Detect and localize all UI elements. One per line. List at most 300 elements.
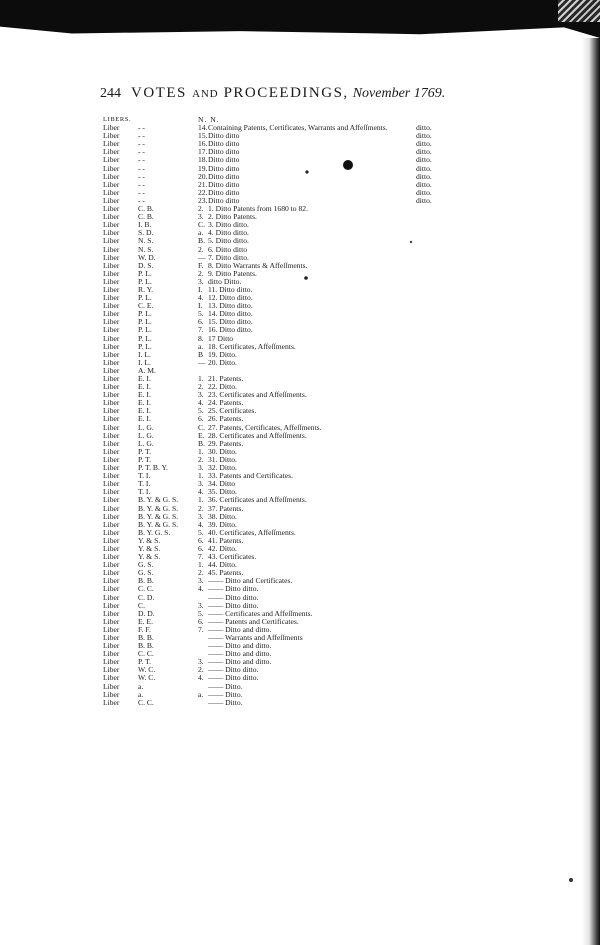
row-description: Containing Patents, Certificates, Warrants and Affeſſments. bbox=[208, 123, 388, 133]
liber-label: Liber bbox=[103, 576, 120, 586]
row-description: 32. Ditto. bbox=[208, 463, 237, 473]
row-description: Ditto ditto bbox=[208, 139, 240, 149]
table-row bbox=[103, 561, 483, 569]
row-description: 43. Certificates. bbox=[208, 552, 257, 562]
row-number: 6. bbox=[198, 535, 204, 545]
liber-label: Liber bbox=[103, 398, 120, 408]
page-number: 244 bbox=[100, 86, 121, 101]
liber-mark: - - bbox=[138, 123, 145, 133]
liber-column-header: LIBERS. bbox=[103, 116, 132, 123]
row-description: Ditto ditto bbox=[208, 179, 240, 189]
row-description: 30. Ditto. bbox=[208, 446, 237, 456]
liber-mark: B. B. bbox=[138, 641, 154, 651]
row-description: 11. Ditto ditto. bbox=[208, 284, 253, 294]
liber-label: Liber bbox=[103, 349, 120, 359]
liber-label: Liber bbox=[103, 657, 120, 667]
liber-mark: a. bbox=[138, 681, 144, 691]
liber-mark: Y. & S. bbox=[138, 552, 161, 562]
row-description: —— Ditto ditto. bbox=[208, 673, 259, 683]
liber-mark: T. I. bbox=[138, 479, 151, 489]
liber-mark: C. C. bbox=[138, 649, 154, 659]
row-number: 2. bbox=[198, 454, 204, 464]
row-description: 34. Ditto bbox=[208, 479, 236, 489]
liber-label: Liber bbox=[103, 309, 120, 319]
liber-mark: B. Y. & G. S. bbox=[138, 519, 179, 529]
table-row bbox=[103, 221, 483, 229]
liber-mark: - - bbox=[138, 171, 145, 181]
liber-mark: - - bbox=[138, 163, 145, 173]
row-number: C. bbox=[198, 422, 205, 432]
table-row bbox=[103, 213, 483, 221]
row-number: 14. bbox=[198, 123, 208, 133]
liber-mark: C. B. bbox=[138, 212, 154, 222]
row-number: 3. bbox=[198, 463, 204, 473]
row-number: 1. bbox=[198, 495, 204, 505]
table-row bbox=[103, 246, 483, 254]
row-description: 17 Ditto bbox=[208, 333, 234, 343]
liber-label: Liber bbox=[103, 268, 120, 278]
table-row bbox=[103, 658, 483, 666]
table-row bbox=[103, 691, 483, 699]
row-description: 1. Ditto Patents from 1680 to 82. bbox=[208, 204, 308, 214]
row-number: C. bbox=[198, 220, 205, 230]
row-description: 44. Ditto. bbox=[208, 560, 237, 570]
row-description: 23. Certificates and Affeſſments. bbox=[208, 390, 307, 400]
row-description: 27. Patents, Certificates, Affeſſments. bbox=[208, 422, 322, 432]
row-number: 3. bbox=[198, 511, 204, 521]
liber-label: Liber bbox=[103, 382, 120, 392]
liber-label: Liber bbox=[103, 293, 120, 303]
table-row bbox=[103, 683, 483, 691]
row-description: —— Patents and Certificates. bbox=[208, 616, 299, 626]
page-date: November 1769. bbox=[352, 86, 446, 101]
liber-mark: S. D. bbox=[138, 228, 154, 238]
liber-label: Liber bbox=[103, 260, 120, 270]
row-number: 6. bbox=[198, 414, 204, 424]
liber-mark: - - bbox=[138, 187, 145, 197]
liber-mark: C. D. bbox=[138, 592, 155, 602]
liber-mark: P. L. bbox=[138, 309, 152, 319]
row-description: 40. Certificates, Affeſſments. bbox=[208, 527, 296, 537]
liber-mark: G. S. bbox=[138, 568, 154, 578]
table-row bbox=[103, 537, 483, 545]
page-header bbox=[100, 84, 500, 102]
row-number: 3. bbox=[198, 657, 204, 667]
row-description: —— Ditto and Certificates. bbox=[208, 576, 293, 586]
row-description: 7. Ditto ditto. bbox=[208, 252, 249, 262]
liber-label: Liber bbox=[103, 665, 120, 675]
row-number: 5. bbox=[198, 527, 204, 537]
liber-label: Liber bbox=[103, 608, 120, 618]
row-description: 14. Ditto ditto. bbox=[208, 309, 253, 319]
liber-label: Liber bbox=[103, 495, 120, 505]
row-description: Ditto ditto bbox=[208, 187, 240, 197]
row-number: 23. bbox=[198, 195, 208, 205]
nn-column-header: N. N. bbox=[198, 115, 220, 124]
liber-mark: - - bbox=[138, 155, 145, 165]
table-row bbox=[103, 407, 483, 415]
row-description: Ditto ditto bbox=[208, 171, 240, 181]
liber-mark: Y. & S. bbox=[138, 543, 161, 553]
row-number: 18. bbox=[198, 155, 208, 165]
row-description: 6. Ditto ditto bbox=[208, 244, 248, 254]
liber-label: Liber bbox=[103, 325, 120, 335]
row-number: 7. bbox=[198, 552, 204, 562]
liber-label: Liber bbox=[103, 535, 120, 545]
row-number: 1. bbox=[198, 446, 204, 456]
row-number: 2. bbox=[198, 204, 204, 214]
row-number: 15. bbox=[198, 131, 208, 141]
table-row bbox=[103, 553, 483, 561]
table-row bbox=[103, 351, 483, 359]
liber-label: Liber bbox=[103, 163, 120, 173]
liber-label: Liber bbox=[103, 220, 120, 230]
liber-mark: E. I. bbox=[138, 414, 151, 424]
row-number: 6. bbox=[198, 616, 204, 626]
liber-mark: E. I. bbox=[138, 374, 151, 383]
liber-label: Liber bbox=[103, 633, 120, 642]
table-row bbox=[103, 618, 483, 626]
row-number: 1. bbox=[198, 374, 204, 383]
liber-label: Liber bbox=[103, 139, 120, 149]
liber-label: Liber bbox=[103, 673, 120, 683]
row-description: 41. Patents. bbox=[208, 535, 244, 545]
table-row bbox=[103, 270, 483, 278]
liber-mark: C. bbox=[138, 600, 145, 610]
liber-label: Liber bbox=[103, 511, 120, 521]
row-number: 3. bbox=[198, 276, 204, 286]
row-number: 4. bbox=[198, 673, 204, 683]
row-description: Ditto ditto bbox=[208, 131, 240, 141]
title-part-2: PROCEEDINGS, bbox=[218, 85, 349, 101]
row-description: 16. Ditto ditto. bbox=[208, 325, 253, 335]
liber-label: Liber bbox=[103, 406, 120, 416]
row-number: 7. bbox=[198, 325, 204, 335]
liber-label: Liber bbox=[103, 228, 120, 238]
liber-label: Liber bbox=[103, 487, 120, 497]
table-row bbox=[103, 294, 483, 302]
row-description: Ditto ditto bbox=[208, 195, 240, 205]
row-description: —— Certificates and Affeſſments. bbox=[208, 608, 313, 618]
liber-mark: T. I. bbox=[138, 471, 151, 481]
liber-label: Liber bbox=[103, 414, 120, 424]
liber-mark: P. L. bbox=[138, 341, 152, 351]
liber-mark: N. S. bbox=[138, 236, 154, 246]
row-number: 8. bbox=[198, 333, 204, 343]
liber-mark: E. I. bbox=[138, 390, 151, 400]
row-number: 5. bbox=[198, 608, 204, 618]
row-description: 33. Patents and Certificates. bbox=[208, 471, 293, 481]
liber-label: Liber bbox=[103, 284, 120, 294]
row-description: 18. Certificates, Affeſſments. bbox=[208, 341, 296, 351]
row-description: 8. Ditto Warrants & Affeſſments. bbox=[208, 260, 308, 270]
row-extra: ditto. bbox=[416, 163, 432, 173]
liber-mark: E. I. bbox=[138, 382, 151, 392]
row-number: 3. bbox=[198, 390, 204, 400]
liber-mark: C. E. bbox=[138, 301, 154, 311]
row-description: 36. Certificates and Affeſſments. bbox=[208, 495, 307, 505]
row-number: — bbox=[198, 357, 206, 367]
row-number: 4. bbox=[198, 519, 204, 529]
liber-mark: R. Y. bbox=[138, 284, 153, 294]
row-number: 2. bbox=[198, 244, 204, 254]
row-number: a. bbox=[198, 689, 204, 699]
title-small: AND bbox=[192, 88, 219, 100]
row-number: 20. bbox=[198, 171, 208, 181]
scan-right-edge bbox=[582, 38, 600, 945]
row-number: a. bbox=[198, 228, 204, 238]
liber-mark: P. L. bbox=[138, 325, 152, 335]
row-description: 37. Patents. bbox=[208, 503, 244, 513]
row-number: 3. bbox=[198, 576, 204, 586]
table-row bbox=[103, 634, 483, 642]
row-description: Ditto ditto bbox=[208, 147, 240, 157]
table-row bbox=[103, 577, 483, 585]
row-description: 15. Ditto ditto. bbox=[208, 317, 253, 327]
row-number: 17. bbox=[198, 147, 208, 157]
liber-label: Liber bbox=[103, 179, 120, 189]
liber-mark: G. S. bbox=[138, 560, 154, 570]
liber-label: Liber bbox=[103, 236, 120, 246]
row-extra: ditto. bbox=[416, 147, 432, 157]
liber-label: Liber bbox=[103, 195, 120, 205]
liber-mark: C. C. bbox=[138, 697, 154, 707]
row-extra: ditto. bbox=[416, 139, 432, 149]
liber-label: Liber bbox=[103, 471, 120, 481]
row-description: 9. Ditto Patents. bbox=[208, 268, 257, 278]
row-number: 19. bbox=[198, 163, 208, 173]
liber-mark: - - bbox=[138, 131, 145, 141]
table-row bbox=[103, 229, 483, 237]
liber-mark: B. Y. G. S. bbox=[138, 527, 171, 537]
liber-mark: Y. & S. bbox=[138, 535, 161, 545]
table-row bbox=[103, 367, 483, 375]
row-number: — bbox=[198, 252, 206, 262]
liber-label: Liber bbox=[103, 187, 120, 197]
liber-label: Liber bbox=[103, 171, 120, 181]
liber-label: Liber bbox=[103, 689, 120, 699]
liber-label: Liber bbox=[103, 123, 120, 133]
liber-label: Liber bbox=[103, 244, 120, 254]
liber-mark: - - bbox=[138, 139, 145, 149]
row-description: —— Ditto and ditto. bbox=[208, 657, 272, 667]
row-description: Ditto ditto bbox=[208, 155, 240, 165]
table-row bbox=[103, 674, 483, 682]
table-row bbox=[103, 594, 483, 602]
table-row bbox=[103, 343, 483, 351]
liber-mark: a. bbox=[138, 689, 144, 699]
liber-label: Liber bbox=[103, 390, 120, 400]
liber-label: Liber bbox=[103, 204, 120, 214]
table-row bbox=[103, 464, 483, 472]
table-row bbox=[103, 585, 483, 593]
title-part-1: VOTES bbox=[131, 85, 193, 101]
row-description: ditto Ditto. bbox=[208, 276, 242, 286]
row-number: F. bbox=[198, 260, 204, 270]
liber-label: Liber bbox=[103, 600, 120, 610]
liber-mark: W. C. bbox=[138, 673, 156, 683]
liber-label: Liber bbox=[103, 592, 120, 602]
liber-label: Liber bbox=[103, 374, 120, 383]
row-description: —— Ditto ditto. bbox=[208, 584, 259, 594]
row-number: B. bbox=[198, 438, 205, 448]
row-number: 16. bbox=[198, 139, 208, 149]
liber-mark: W. C. bbox=[138, 665, 156, 675]
liber-label: Liber bbox=[103, 333, 120, 343]
liber-label: Liber bbox=[103, 479, 120, 489]
liber-label: Liber bbox=[103, 212, 120, 222]
row-description: 28. Certificates and Affeſſments. bbox=[208, 430, 307, 440]
liber-label: Liber bbox=[103, 527, 120, 537]
row-description: —— Ditto and ditto. bbox=[208, 641, 272, 651]
row-number: 2. bbox=[198, 503, 204, 513]
row-description: —— Ditto. bbox=[208, 697, 243, 707]
liber-label: Liber bbox=[103, 131, 120, 141]
liber-label: Liber bbox=[103, 422, 120, 432]
liber-mark: I. L. bbox=[138, 349, 151, 359]
table-row bbox=[103, 480, 483, 488]
row-extra: ditto. bbox=[416, 195, 432, 205]
row-description: —— Ditto and ditto. bbox=[208, 649, 272, 659]
row-description: 35. Ditto. bbox=[208, 487, 237, 497]
row-extra: ditto. bbox=[416, 123, 432, 133]
liber-label: Liber bbox=[103, 276, 120, 286]
liber-mark: P. T. bbox=[138, 454, 152, 464]
liber-mark: P. L. bbox=[138, 276, 152, 286]
liber-label: Liber bbox=[103, 454, 120, 464]
liber-label: Liber bbox=[103, 446, 120, 456]
liber-mark: B. Y. & G. S. bbox=[138, 503, 179, 513]
row-description: 31. Ditto. bbox=[208, 454, 237, 464]
liber-mark: P. T. B. Y. bbox=[138, 463, 168, 473]
row-description: 22. Ditto. bbox=[208, 382, 237, 392]
liber-label: Liber bbox=[103, 357, 120, 367]
liber-mark: L. G. bbox=[138, 438, 154, 448]
liber-mark: - - bbox=[138, 147, 145, 157]
row-number: 1. bbox=[198, 560, 204, 570]
liber-label: Liber bbox=[103, 568, 120, 578]
liber-mark: P. L. bbox=[138, 268, 152, 278]
liber-mark: L. G. bbox=[138, 430, 154, 440]
table-row bbox=[103, 262, 483, 270]
page-title bbox=[131, 85, 349, 101]
row-extra: ditto. bbox=[416, 131, 432, 141]
table-row bbox=[103, 391, 483, 399]
row-number: 2. bbox=[198, 268, 204, 278]
table-row bbox=[103, 302, 483, 310]
row-extra: ditto. bbox=[416, 171, 432, 181]
table-row bbox=[103, 318, 483, 326]
table-row bbox=[103, 545, 483, 553]
row-number: I. bbox=[198, 301, 203, 311]
row-extra: ditto. bbox=[416, 155, 432, 165]
liber-mark: W. D. bbox=[138, 252, 156, 262]
liber-mark: - - bbox=[138, 195, 145, 205]
row-number: 4. bbox=[198, 487, 204, 497]
table-row bbox=[103, 375, 483, 383]
liber-mark: E. E. bbox=[138, 616, 153, 626]
liber-label: Liber bbox=[103, 649, 120, 659]
row-description: 39. Ditto. bbox=[208, 519, 237, 529]
row-number: 1. bbox=[198, 471, 204, 481]
liber-label: Liber bbox=[103, 560, 120, 570]
row-description: 45. Patents. bbox=[208, 568, 244, 578]
row-description: —— Ditto ditto. bbox=[208, 600, 259, 610]
table-row bbox=[103, 237, 483, 245]
row-number: 2. bbox=[198, 568, 204, 578]
row-extra: ditto. bbox=[416, 187, 432, 197]
liber-mark: L. G. bbox=[138, 422, 154, 432]
row-description: Ditto ditto bbox=[208, 163, 240, 173]
liber-mark: P. T. bbox=[138, 657, 152, 667]
table-row bbox=[103, 440, 483, 448]
liber-mark: P. L. bbox=[138, 293, 152, 303]
row-number: 7. bbox=[198, 624, 204, 634]
liber-label: Liber bbox=[103, 317, 120, 327]
row-number: 6. bbox=[198, 543, 204, 553]
liber-mark: P. L. bbox=[138, 333, 152, 343]
row-description: 3. Ditto ditto. bbox=[208, 220, 249, 230]
row-extra: ditto. bbox=[416, 179, 432, 189]
row-description: 21. Patents. bbox=[208, 374, 244, 383]
row-description: 2. Ditto Patents. bbox=[208, 212, 257, 222]
table-row bbox=[103, 472, 483, 480]
liber-mark: F. F. bbox=[138, 624, 151, 634]
row-description: 19. Ditto. bbox=[208, 349, 237, 359]
liber-mark: B. B. bbox=[138, 576, 154, 586]
liber-label: Liber bbox=[103, 503, 120, 513]
row-description: —— Ditto and ditto. bbox=[208, 624, 272, 634]
row-number: 3. bbox=[198, 479, 204, 489]
liber-label: Liber bbox=[103, 301, 120, 311]
liber-label: Liber bbox=[103, 697, 120, 707]
liber-mark: C. B. bbox=[138, 204, 154, 214]
liber-label: Liber bbox=[103, 519, 120, 529]
row-description: 26. Patents. bbox=[208, 414, 244, 424]
row-description: —— Ditto ditto. bbox=[208, 592, 259, 602]
liber-label: Liber bbox=[103, 584, 120, 594]
liber-mark: B. Y. & G. S. bbox=[138, 495, 179, 505]
table-row bbox=[103, 666, 483, 674]
row-number: 2. bbox=[198, 665, 204, 675]
liber-label: Liber bbox=[103, 252, 120, 262]
row-number: 4. bbox=[198, 584, 204, 594]
liber-mark: E. I. bbox=[138, 398, 151, 408]
row-number: a. bbox=[198, 341, 204, 351]
table-row bbox=[103, 642, 483, 650]
liber-mark: C. C. bbox=[138, 584, 154, 594]
row-description: 24. Patents. bbox=[208, 398, 244, 408]
liber-label: Liber bbox=[103, 463, 120, 473]
row-description: 4. Ditto ditto. bbox=[208, 228, 249, 238]
table-row bbox=[103, 569, 483, 577]
row-number: I. bbox=[198, 284, 203, 294]
row-number: 5. bbox=[198, 309, 204, 319]
table-row bbox=[103, 432, 483, 440]
scan-corner-pattern bbox=[558, 0, 600, 22]
table-row bbox=[103, 529, 483, 537]
liber-label: Liber bbox=[103, 341, 120, 351]
table-row bbox=[103, 699, 483, 707]
row-description: 38. Ditto. bbox=[208, 511, 237, 521]
liber-mark: - - bbox=[138, 179, 145, 189]
liber-mark: E. I. bbox=[138, 406, 151, 416]
table-row bbox=[103, 650, 483, 658]
liber-label: Liber bbox=[103, 430, 120, 440]
row-number: B. bbox=[198, 236, 205, 246]
row-number: 5. bbox=[198, 406, 204, 416]
table-row bbox=[103, 310, 483, 318]
